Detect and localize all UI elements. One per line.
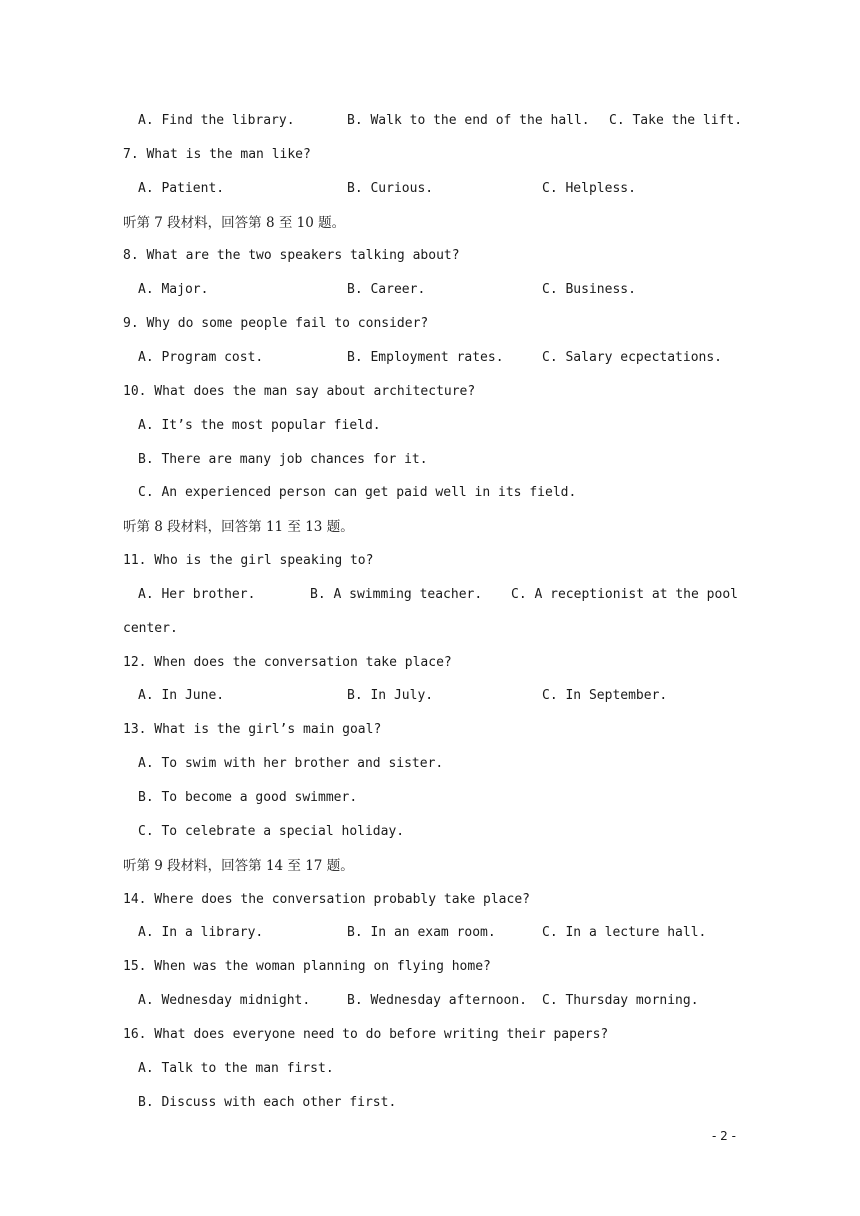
answer-option: A. Program cost. bbox=[138, 350, 264, 365]
answer-option: A. Her brother. bbox=[138, 587, 256, 602]
answer-option: B. Curious. bbox=[347, 181, 434, 196]
answer-option: B. There are many job chances for it. bbox=[138, 452, 428, 467]
question-text: 13. What is the girl’s main goal? bbox=[123, 722, 382, 737]
answer-option: B. Career. bbox=[347, 282, 426, 297]
answer-option: B. To become a good swimmer. bbox=[138, 790, 358, 805]
answer-option: C. Business. bbox=[542, 282, 636, 297]
answer-option: A. In a library. bbox=[138, 925, 264, 940]
answer-option: A. Find the library. bbox=[138, 113, 295, 128]
answer-option: A. To swim with her brother and sister. bbox=[138, 756, 444, 771]
answer-option: B. Employment rates. bbox=[347, 350, 504, 365]
answer-option: C. Salary ecpectations. bbox=[542, 350, 723, 365]
section-heading: 听第 8 段材料，回答第 11 至 13 题。 bbox=[123, 519, 354, 535]
answer-option: B. Wednesday afternoon. bbox=[347, 993, 528, 1008]
answer-option: B. Discuss with each other first. bbox=[138, 1095, 397, 1110]
answer-option: B. Walk to the end of the hall. bbox=[347, 113, 590, 128]
answer-option: B. In July. bbox=[347, 688, 434, 703]
answer-option: C. A receptionist at the pool bbox=[511, 587, 738, 602]
answer-option: C. Thursday morning. bbox=[542, 993, 699, 1008]
answer-option: B. In an exam room. bbox=[347, 925, 496, 940]
question-text: 14. Where does the conversation probably take place? bbox=[123, 892, 530, 907]
answer-option: C. In a lecture hall. bbox=[542, 925, 707, 940]
answer-option: A. Wednesday midnight. bbox=[138, 993, 311, 1008]
page-number: - 2 - bbox=[712, 1129, 736, 1143]
section-heading: 听第 7 段材料，回答第 8 至 10 题。 bbox=[123, 215, 346, 231]
question-text: 7. What is the man like? bbox=[123, 147, 311, 162]
answer-option: A. Talk to the man first. bbox=[138, 1061, 334, 1076]
answer-option: C. To celebrate a special holiday. bbox=[138, 824, 405, 839]
answer-option: A. It’s the most popular field. bbox=[138, 418, 381, 433]
question-text: 8. What are the two speakers talking about? bbox=[123, 248, 460, 263]
section-heading: 听第 9 段材料，回答第 14 至 17 题。 bbox=[123, 858, 354, 874]
answer-option: C. In September. bbox=[542, 688, 668, 703]
question-text: 11. Who is the girl speaking to? bbox=[123, 553, 374, 568]
question-text: 9. Why do some people fail to consider? bbox=[123, 316, 429, 331]
answer-option: A. Patient. bbox=[138, 181, 225, 196]
question-text: 16. What does everyone need to do before writing their papers? bbox=[123, 1027, 609, 1042]
question-text: 12. When does the conversation take place? bbox=[123, 655, 452, 670]
answer-option: C. An experienced person can get paid well in its field. bbox=[138, 485, 577, 500]
answer-option: A. In June. bbox=[138, 688, 225, 703]
question-text: 10. What does the man say about architecture? bbox=[123, 384, 476, 399]
answer-option: C. Take the lift. bbox=[609, 113, 743, 128]
answer-option: A. Major. bbox=[138, 282, 209, 297]
answer-option: C. Helpless. bbox=[542, 181, 636, 196]
question-text: center. bbox=[123, 621, 178, 636]
answer-option: B. A swimming teacher. bbox=[310, 587, 483, 602]
question-text: 15. When was the woman planning on flying home? bbox=[123, 959, 491, 974]
